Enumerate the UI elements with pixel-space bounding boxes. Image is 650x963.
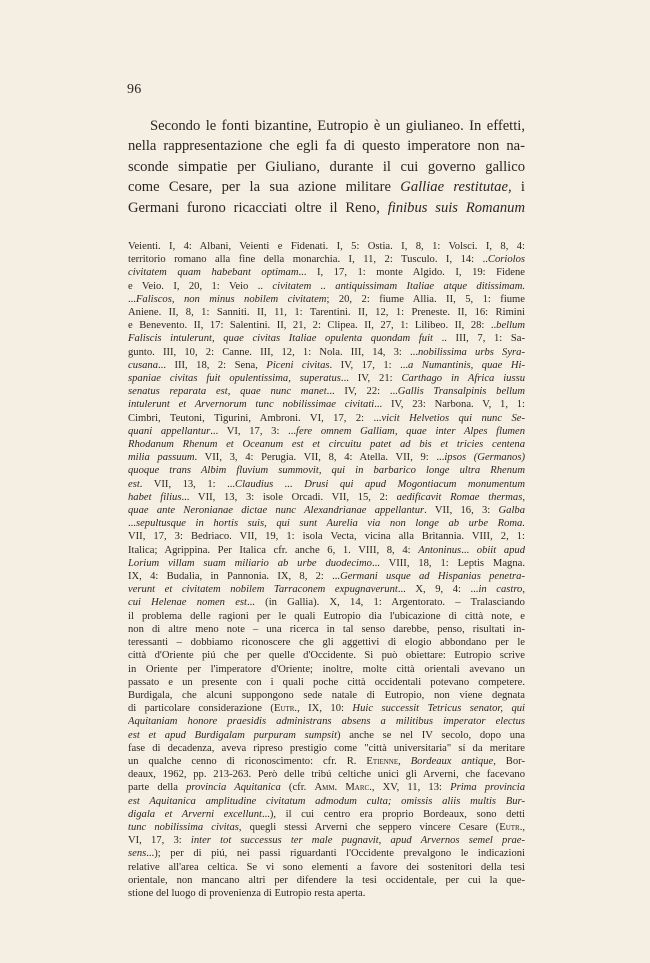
note-text-line: quani appellantur... VI, 17, 3: ...fere omnem Galliam, quae inter Alpes flumen	[128, 425, 525, 437]
note-text-line: est Aquitanica amplitudine civitatum admodum culta; omissis aliis multis Bur-	[128, 795, 525, 807]
note-text-line: parte della provincia Aquitanica (cfr. Amm. Marc., XV, 11, 13: Prima provincia	[128, 782, 525, 794]
note-text-line: ...Faliscos, non minus nobilem civitatem; 20, 2: fiume Allia. II, 5, 1: fiume	[128, 293, 525, 305]
note-text-line: VI, 17, 3: inter tot successus ter male pugnavit, apud Arvernos semel prae-	[128, 835, 525, 847]
note-text-line: Aniene. II, 8, 1: Sanniti. II, 11, 1: Tarentini. II, 12, 1: Preneste. II, 16: Rimini	[128, 307, 525, 319]
note-text-line: e Veio. I, 20, 1: Veio .. civitatem .. antiquissimam Italiae atque ditissimam.	[128, 280, 525, 292]
note-text-line: est et apud Burdigalam purpuram sumpsit) anche se nel IV secolo, dopo una	[128, 729, 525, 741]
note-text-line: teressanti – dobbiamo riconoscere che gli aggettivi di elogio abbondano per le	[128, 637, 525, 649]
note-text-line: cusana... III, 18, 2: Sena, Piceni civitas. IV, 17, 1: ...a Numantinis, quae Hi-	[128, 359, 525, 371]
footnotes-text	[128, 240, 525, 900]
note-text-line: relative all'area celtica. Se vi sono elementi a favore dei sostenitori della tesi	[128, 861, 525, 873]
note-text-line: IX, 4: Budalia, in Pannonia. IX, 8, 2: ...Germani usque ad Hispanias penetra-	[128, 571, 525, 583]
note-text-line: digala et Arverni excellunt...), il cui centro era proprio Bordeaux, sono detti	[128, 808, 525, 820]
main-text-line: nella rappresentazione che egli fa di questo imperatore non na-	[128, 138, 525, 155]
note-text-line: quae ante Neronianae dictae nunc Alexandrianae appellantur. VII, 16, 3: Galba	[128, 505, 525, 517]
note-text-line: stione del luogo di provenienza di Eutropio resta aperta.	[128, 887, 366, 899]
note-text-line: Aquitaniam honore praesidis administrans absens a militibus imperator electus	[128, 716, 525, 728]
note-text-line: Cimbri, Teutoni, Tigurini, Ambroni. VI, 17, 2: ...vicit Helvetios qui nunc Se-	[128, 412, 525, 424]
note-text-line: deaux, 1962, pp. 213-263. Però delle tribú celtiche unici gli Arverni, che facevano	[128, 769, 525, 781]
note-text-line: Burdigala, che alcuni suppongono sede natale di Eutropio, non viene degnata	[128, 689, 525, 701]
note-text-line: un qualche cenno di riconoscimento: cfr. R. Etienne, Bordeaux antique, Bor-	[128, 755, 525, 767]
note-text-line: intulerunt et Arvernorum tunc nobilissimae civitati... IV, 23: Narbona. V, 1, 1:	[128, 399, 525, 411]
note-text-line: sens...); per di piú, nei passi riguardanti l'Occidente prevalgono le indicazioni	[128, 848, 525, 860]
note-text-line: Veienti. I, 4: Albani, Veienti e Fidenati. I, 5: Ostia. I, 8, 1: Volsci. I, 8, 4:	[128, 241, 525, 252]
note-text-line: città d'Oriente piú che per quelle d'Occidente. Si può obiettare: Eutropio scrive	[128, 650, 525, 662]
note-text-line: quoque trans Albim fluvium summovit, qui in barbarico longe ultra Rhenum	[128, 465, 525, 477]
note-text-line: in Oriente per l'imperatore d'Oriente; inoltre, molte città orientali avevano un	[128, 663, 525, 675]
note-text-line: non di altre meno note – una ricerca in tal senso darebbe, penso, risultati in-	[128, 623, 525, 635]
note-text-line: Italica; Agrippina. Per Italica cfr. anche 6, 1. VIII, 8, 4: Antoninus... obiit apud	[128, 544, 525, 556]
note-text-line: il problema delle ragioni per le quali Eutropio dia l'ubicazione di città note, e	[128, 610, 525, 622]
note-text-line: e Benevento. II, 17: Salentini. II, 21, 2: Clipea. II, 27, 1: Lilibeo. II, 28: ..bellum	[128, 320, 525, 332]
note-text-line: cui Helenae nomen est... (in Gallia). X, 14, 1: Argentorato. – Tralasciando	[128, 597, 525, 609]
note-text-line: senatus reparata est, quae nunc manet... IV, 22: ...Gallis Transalpinis bellum	[128, 386, 525, 398]
page-number: 96	[127, 82, 142, 97]
note-text-line: Lorium villam suam miliario ab urbe duodecimo... VIII, 18, 1: Leptis Magna.	[128, 557, 525, 569]
note-text-line: est. VII, 13, 1: ...Claudius ... Drusi qui apud Mogontiacum monumentum	[128, 478, 525, 490]
note-text-line: habet filius... VII, 13, 3: isole Orcadi. VII, 15, 2: aedificavit Romae thermas,	[128, 491, 525, 503]
note-text-line: passato e un presente con i quali poche città occidentali potevano competere.	[128, 676, 525, 688]
note-text-line: orientale, non mancano altri per difendere la tesi occidentale, per cui la que-	[128, 874, 525, 886]
note-text-line: spaniae civitas fuit opulentissima, superatus... IV, 21: Carthago in Africa iussu	[128, 373, 525, 385]
main-text-line: come Cesare, per la sua azione militare Galliae restitutae, i	[128, 179, 525, 196]
note-text-line: Rhodanum Rhenum et Oceanum est et circuitu patet ad bis et tricies centena	[128, 439, 525, 451]
main-text-line: Germani furono ricacciati oltre il Reno, finibus suis Romanum	[128, 199, 525, 216]
note-text-line: VII, 17, 3: Bedriaco. VII, 19, 1: isola Vecta, vicina alla Britannia. VIII, 2, 1:	[128, 531, 525, 543]
main-text-line: sconde simpatie per Giuliano, durante il cui governo gallico	[128, 158, 525, 175]
note-text-line: civitatem quam habebant optimam... I, 17, 1: monte Algido. I, 19: Fidene	[128, 267, 525, 279]
note-text-line: fase di decadenza, aveva ripreso prestigio come "città universitaria" sí da meritare	[128, 742, 525, 754]
note-text-line: ...sepultusque in hortis suis, qui sunt Aurelia via non longe ab urbe Roma.	[128, 518, 525, 530]
note-text-line: tunc nobilissima civitas, quegli stessi Arverni che seppero vincere Cesare (Eutr.,	[128, 821, 525, 833]
note-text-line: verunt et civitatem nobilem Tarraconem expugnaverunt... X, 9, 4: ...in castro,	[128, 584, 525, 596]
note-text-line: Faliscis intulerunt, quae civitas Italiae opulenta quondam fuit .. III, 7, 1: Sa-	[128, 333, 525, 345]
main-body-text	[128, 116, 525, 218]
note-text-line: di particolare considerazione (Eutr., IX, 10: Huic successit Tetricus senator, qui	[128, 703, 525, 715]
note-text-line: gunto. III, 10, 2: Canne. III, 12, 1: Nola. III, 14, 3: ...nobilissima urbs Syra-	[128, 346, 525, 358]
note-text-line: milia passuum. VII, 3, 4: Perugia. VII, 8, 4: Atella. VII, 9: ...ipsos (Germanos)	[128, 452, 525, 464]
main-text-line: Secondo le fonti bizantine, Eutropio è un giulianeo. In effetti,	[150, 118, 525, 134]
note-text-line: territorio romano alla fine della monarchia. I, 11, 2: Tusculo. I, 14: ..Coriolos	[128, 254, 525, 266]
